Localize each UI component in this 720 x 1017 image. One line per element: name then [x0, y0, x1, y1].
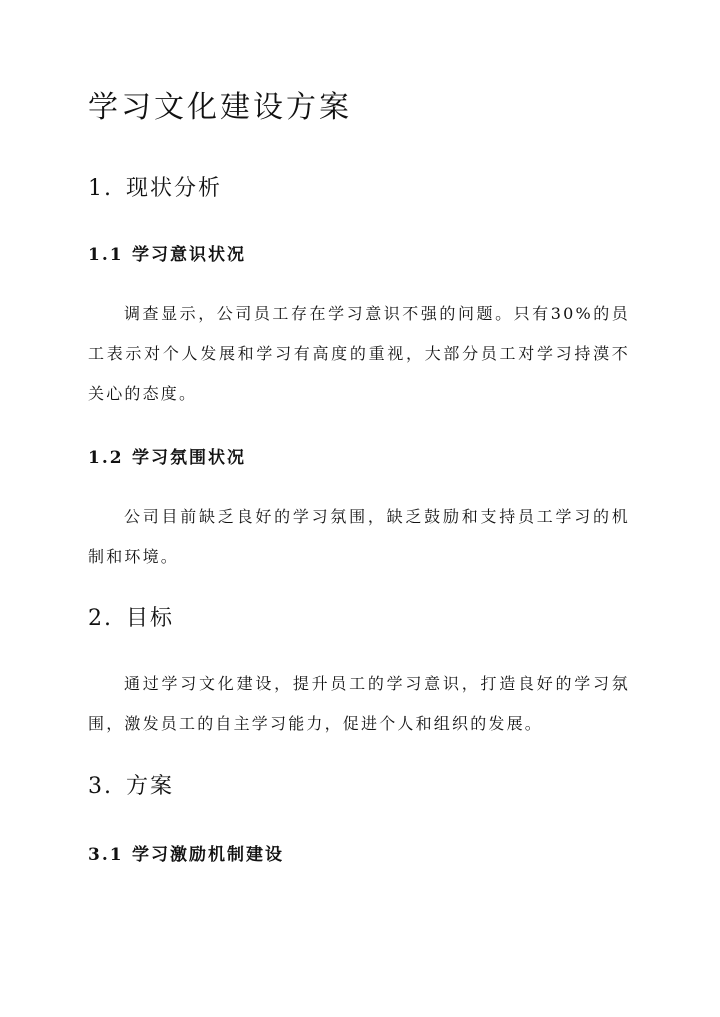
section-2-heading: [88, 603, 174, 635]
subsection-1-1-title: 学习意识状况: [132, 245, 246, 265]
subsection-3-1-title: 学习激励机制建设: [132, 845, 284, 865]
section-1-heading: [88, 173, 222, 205]
subsection-1-2-title: 学习氛围状况: [132, 448, 246, 468]
paragraph-1-1: 调查显示，公司员工存在学习意识不强的问题。只有30%的员工表示对个人发展和学习有高度的重视，大部分员工对学习持漠不关心的态度。: [88, 304, 630, 403]
section-3-number: 3.: [88, 774, 113, 799]
paragraph-2: 通过学习文化建设，提升员工的学习意识，打造良好的学习氛围，激发员工的自主学习能力，促进个人和组织的发展。: [88, 674, 630, 733]
section-3-heading: [88, 771, 174, 803]
document-title: 学习文化建设方案: [88, 90, 352, 125]
subsection-3-1-heading: [88, 842, 284, 868]
subsection-1-2-heading: [88, 445, 246, 471]
paragraph-1-2: 公司目前缺乏良好的学习氛围，缺乏鼓励和支持员工学习的机制和环境。: [88, 507, 630, 566]
subsection-1-1-number: 1.1: [88, 245, 124, 265]
section-2-number: 2.: [88, 606, 113, 631]
section-1-title: 现状分析: [126, 176, 223, 201]
section-1-number: 1.: [88, 176, 113, 201]
subsection-1-1-heading: [88, 242, 246, 268]
section-3-title: 方案: [126, 774, 175, 799]
subsection-3-1-number: 3.1: [88, 845, 124, 865]
section-2-title: 目标: [126, 606, 175, 631]
subsection-1-2-number: 1.2: [88, 448, 124, 468]
